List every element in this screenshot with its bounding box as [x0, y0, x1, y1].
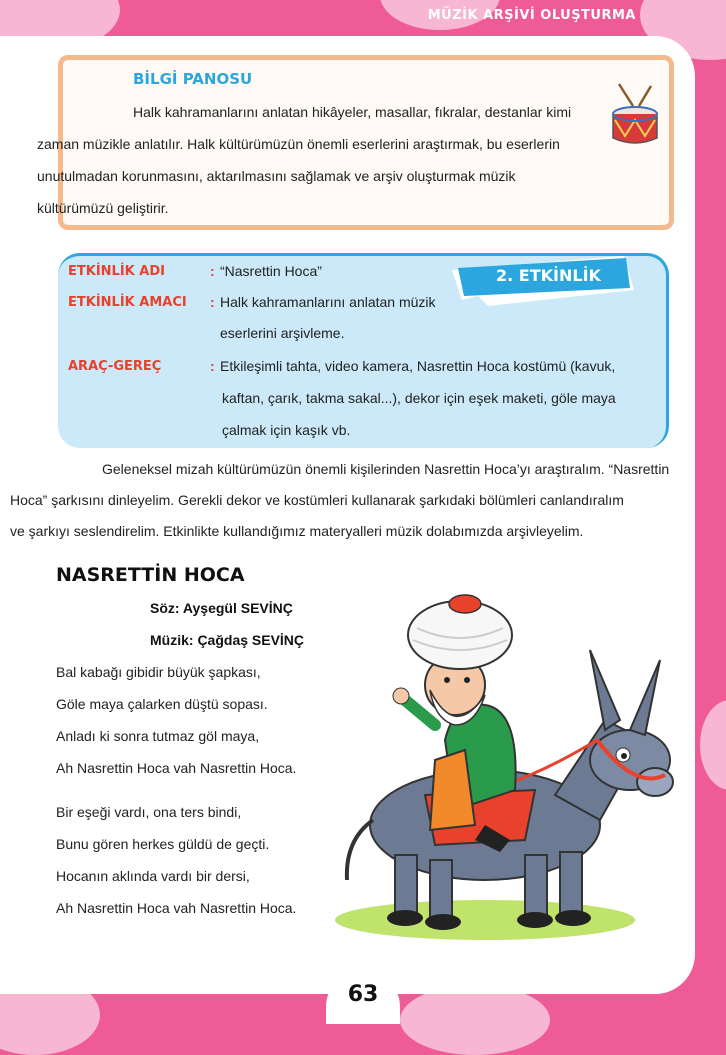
decor-bubble — [700, 700, 726, 790]
info-line: Halk kahramanlarını anlatan hikâyeler, masallar, fıkralar, destanlar kimi — [133, 104, 572, 120]
activity-tag: 2. ETKİNLİK — [496, 266, 601, 285]
drum-icon — [609, 80, 661, 150]
activity-aim-label: ETKİNLİK AMACI — [68, 295, 187, 310]
activity-tools-line: çalmak için kaşık vb. — [222, 422, 351, 438]
lyrics-credit: Söz: Ayşegül SEVİNÇ — [150, 600, 293, 616]
activity-aim-line: Halk kahramanlarını anlatan müzik — [220, 294, 436, 310]
music-credit: Müzik: Çağdaş SEVİNÇ — [150, 632, 305, 648]
lyric-line: Anladı ki sonra tutmaz göl maya, — [56, 728, 260, 744]
info-board — [37, 55, 674, 230]
activity-tools-label: ARAÇ-GEREÇ — [68, 359, 162, 374]
colon: : — [210, 294, 215, 310]
intro-line: Geleneksel mizah kültürümüzün önemli kişilerinden Nasrettin Hoca’yı araştıralım. “Nasrettin — [102, 461, 670, 477]
info-line: kültürümüzü geliştirir. — [37, 200, 169, 216]
info-board-title: BİLGİ PANOSU — [133, 70, 253, 88]
lyric-line: Ah Nasrettin Hoca vah Nasrettin Hoca. — [56, 760, 297, 776]
nasrettin-hoca-on-donkey-illustration — [335, 590, 675, 950]
lyric-line: Hocanın aklında vardı bir dersi, — [56, 868, 250, 884]
intro-line: ve şarkıyı seslendirelim. Etkinlikte kullandığımız materyalleri müzik dolabımızda arşivleyelim. — [10, 523, 584, 539]
info-line: zaman müzikle anlatılır. Halk kültürümüzün önemli eserlerini araştırmak, bu eserlerin — [37, 136, 560, 152]
colon: : — [210, 358, 215, 374]
lyric-line: Göle maya çalarken düştü sopası. — [56, 696, 268, 712]
activity-tools-line: Etkileşimli tahta, video kamera, Nasrettin Hoca kostümü (kavuk, — [220, 358, 616, 374]
lyric-line: Ah Nasrettin Hoca vah Nasrettin Hoca. — [56, 900, 297, 916]
colon: : — [210, 263, 215, 279]
section-header-title: MÜZİK ARŞİVİ OLUŞTURMA — [427, 8, 636, 23]
lyric-line: Bal kabağı gibidir büyük şapkası, — [56, 664, 261, 680]
song-title: NASRETTİN HOCA — [56, 564, 245, 586]
activity-box — [58, 253, 669, 448]
lyric-line: Bir eşeği vardı, ona ters bindi, — [56, 804, 242, 820]
activity-name-value: “Nasrettin Hoca” — [220, 263, 322, 279]
page-number: 63 — [347, 982, 379, 1007]
activity-tools-line: kaftan, çarık, takma sakal...), dekor için eşek maketi, göle maya — [222, 390, 616, 406]
info-line: unutulmadan korunmasını, aktarılmasını sağlamak ve arşiv oluşturmak müzik — [37, 168, 516, 184]
intro-paragraph — [10, 454, 676, 547]
info-board-text — [37, 96, 595, 224]
intro-line: Hoca” şarkısını dinleyelim. Gerekli dekor ve kostümleri kullanarak şarkıdaki bölümleri canlandıralım — [10, 492, 624, 508]
activity-name-label: ETKİNLİK ADI — [68, 264, 165, 279]
activity-aim-line: eserlerini arşivleme. — [220, 325, 345, 341]
decor-bubble — [400, 985, 550, 1055]
lyric-line: Bunu gören herkes güldü de geçti. — [56, 836, 270, 852]
